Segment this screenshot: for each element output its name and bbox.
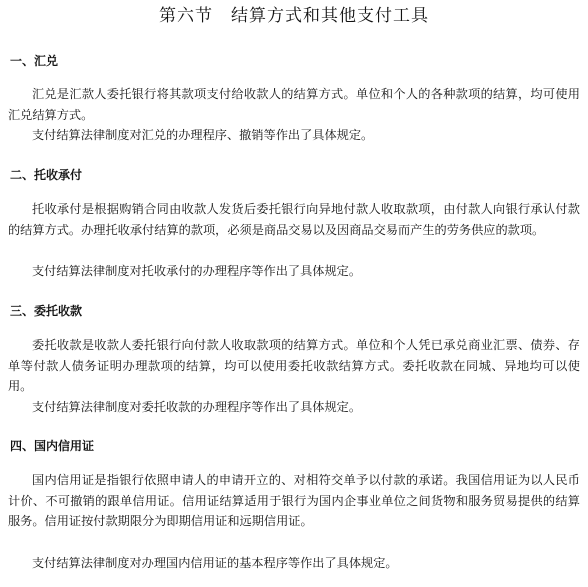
section-heading-remittance: 一、汇兑: [10, 54, 59, 68]
paragraph-domestic-letter-of-credit-rules: 支付结算法律制度对办理国内信用证的基本程序等作出了具体规定。: [32, 556, 398, 570]
section-heading-entrusted-collection: 三、委托收款: [10, 304, 83, 318]
paragraph-entrusted-collection-definition: 委托收款是收款人委托银行向付款人收取款项的结算方式。单位和个人凭已承兑商业汇票、债券、存单等付款人债务证明办理款项的结算，均可以使用委托收款结算方式。委托收款在同城、异地均可以使用。: [8, 338, 580, 393]
paragraph-entrusted-collection-rules: 支付结算法律制度对委托收款的办理程序等作出了具体规定。: [32, 400, 362, 414]
paragraph-remittance-rules: 支付结算法律制度对汇兑的办理程序、撤销等作出了具体规定。: [32, 128, 374, 142]
paragraph-collection-acceptance-definition: 托收承付是根据购销合同由收款人发货后委托银行向异地付款人收取款项，由付款人向银行承认付款的结算方式。办理托收承付结算的款项，必须是商品交易以及因商品交易而产生的劳务供应的款项。: [8, 202, 580, 237]
section-heading-collection-acceptance: 二、托收承付: [10, 168, 83, 182]
section-heading-domestic-letter-of-credit: 四、国内信用证: [10, 439, 95, 453]
paragraph-domestic-letter-of-credit-definition: 国内信用证是指银行依照申请人的申请开立的、对相符交单予以付款的承诺。我国信用证为以人民币计价、不可撤销的跟单信用证。信用证结算适用于银行为国内企事业单位之间货物和服务贸易提供的结算服务。信用证按付款期限分为即期信用证和远期信用证。: [8, 473, 580, 528]
page-title: 第六节 结算方式和其他支付工具: [159, 6, 429, 26]
paragraph-collection-acceptance-rules: 支付结算法律制度对托收承付的办理程序等作出了具体规定。: [32, 264, 362, 278]
paragraph-remittance-definition: 汇兑是汇款人委托银行将其款项支付给收款人的结算方式。单位和个人的各种款项的结算，均可使用汇兑结算方式。: [8, 87, 580, 122]
